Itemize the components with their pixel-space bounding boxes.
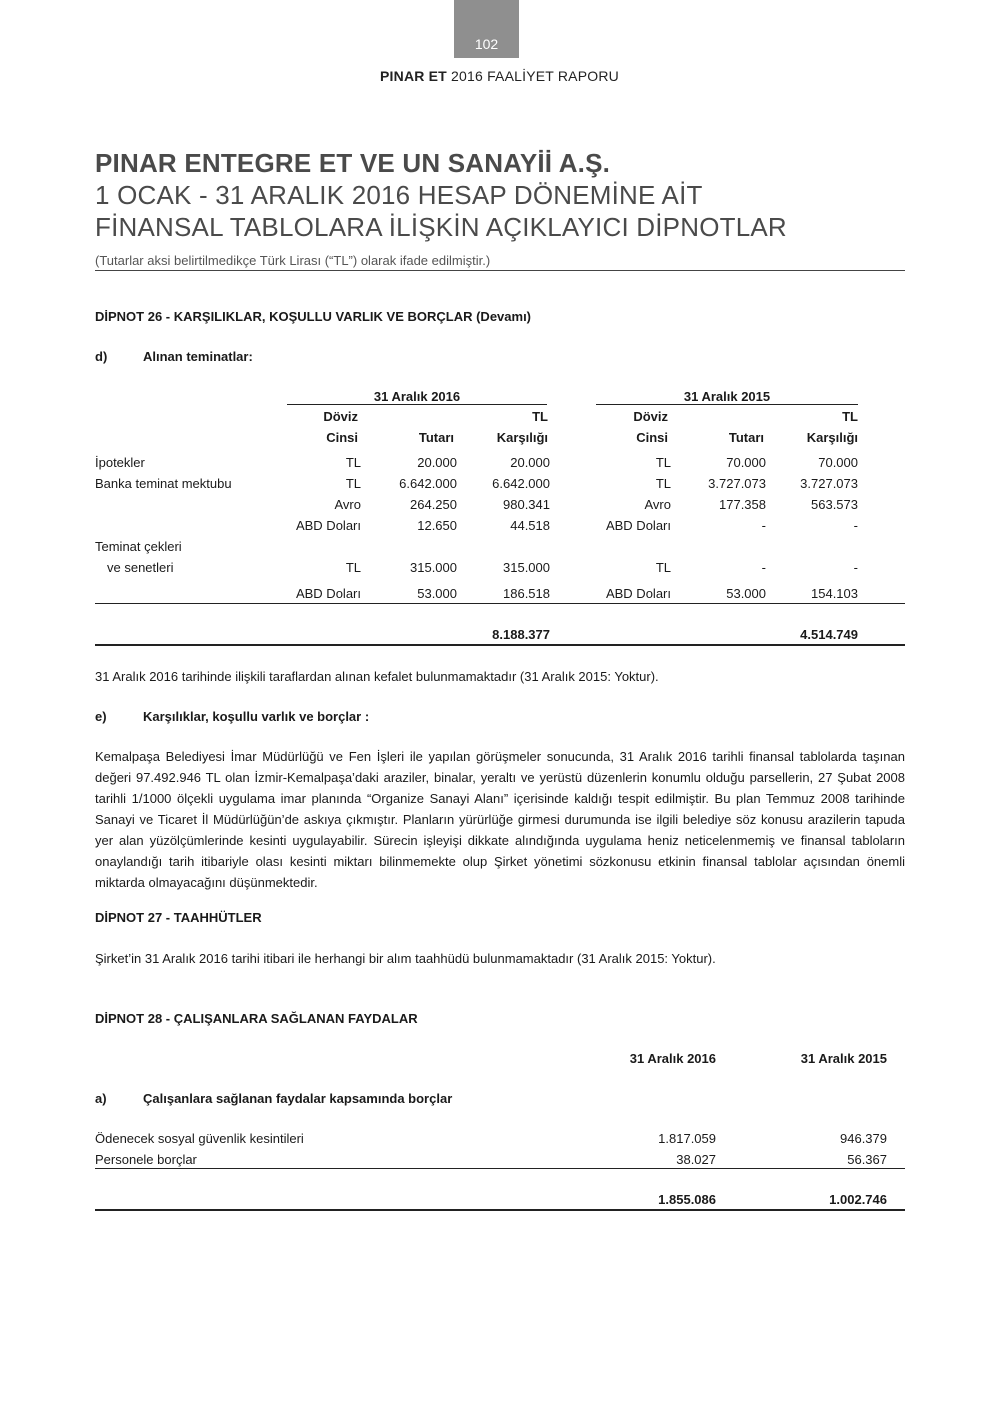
- benefits-row-2016: 1.817.059: [658, 1131, 716, 1146]
- row-amount-2015: 70.000: [726, 455, 766, 470]
- section-e-letter: e): [95, 709, 107, 724]
- note-27-paragraph: Şirket’in 31 Aralık 2016 tarihi itibari ile herhangi bir alım taahhüdü bulunmamaktadır (31 Aralık 2015: Yoktur).: [95, 951, 716, 966]
- row-currency-2016: ABD Doları: [295, 518, 361, 533]
- note-28-col-2015: 31 Aralık 2015: [800, 1051, 887, 1066]
- benefits-row-2016: 38.027: [676, 1152, 716, 1167]
- row-amount-2015: 53.000: [726, 586, 766, 601]
- currency-note: (Tutarlar aksi belirtilmedikçe Türk Lirası (“TL”) olarak ifade edilmiştir.): [95, 253, 491, 268]
- col-doviz-2016: Döviz: [323, 409, 358, 424]
- row-currency-2015: TL: [655, 476, 671, 491]
- section-e-title: Karşılıklar, koşullu varlık ve borçlar :: [143, 709, 370, 724]
- row-tl-2016: 44.518: [510, 518, 550, 533]
- col-doviz-2015: Döviz: [633, 409, 668, 424]
- section-a-title: Çalışanlara sağlanan faydalar kapsamında borçlar: [143, 1091, 453, 1106]
- row-currency-2015: ABD Doları: [605, 518, 671, 533]
- document-subtitle-2: FİNANSAL TABLOLARA İLİŞKİN AÇIKLAYICI DİPNOTLAR: [95, 212, 787, 242]
- row-label: Banka teminat mektubu: [95, 476, 232, 491]
- row-amount-2015: -: [761, 518, 766, 533]
- benefits-total-rule: [95, 1209, 905, 1211]
- row-currency-2016: TL: [345, 560, 361, 575]
- row-amount-2016: 53.000: [417, 586, 457, 601]
- row-currency-2016: Avro: [334, 497, 361, 512]
- col-cinsi-2016: Cinsi: [326, 430, 358, 445]
- row-currency-2016: ABD Doları: [295, 586, 361, 601]
- guarantees-table: [0, 0, 1000, 660]
- row-label: İpotekler: [95, 455, 145, 470]
- row-label: Teminat çekleri: [95, 539, 182, 554]
- row-currency-2015: TL: [655, 455, 671, 470]
- row-amount-2016: 264.250: [410, 497, 457, 512]
- row-amount-2016: 20.000: [417, 455, 457, 470]
- related-party-note: 31 Aralık 2016 tarihinde ilişkili taraflardan alınan kefalet bulunmamaktadır (31 Aralık 2015: Yoktur).: [95, 669, 659, 684]
- row-tl-2016: 980.341: [503, 497, 550, 512]
- col-tutari-2015: Tutarı: [728, 430, 764, 445]
- row-amount-2016: 315.000: [410, 560, 457, 575]
- row-tl-2016: 6.642.000: [492, 476, 550, 491]
- col-tutari-2016: Tutarı: [418, 430, 454, 445]
- benefits-rule: [95, 1168, 905, 1169]
- row-currency-2016: TL: [345, 476, 361, 491]
- row-currency-2015: TL: [655, 560, 671, 575]
- page-number: 102: [474, 36, 499, 52]
- note-26-heading: DİPNOT 26 - KARŞILIKLAR, KOŞULLU VARLIK VE BORÇLAR (Devamı): [95, 309, 532, 324]
- col-karsiligi-2016: Karşılığı: [496, 430, 548, 445]
- benefits-total-2016: 1.855.086: [658, 1192, 716, 1207]
- col-cinsi-2015: Cinsi: [636, 430, 668, 445]
- row-amount-2015: -: [761, 560, 766, 575]
- row-tl-2016: 20.000: [510, 455, 550, 470]
- row-amount-2016: 6.642.000: [399, 476, 457, 491]
- row-tl-2015: 3.727.073: [800, 476, 858, 491]
- row-amount-2015: 3.727.073: [708, 476, 766, 491]
- row-amount-2016: 12.650: [417, 518, 457, 533]
- row-label: ve senetleri: [107, 560, 174, 575]
- section-e-paragraph: Kemalpaşa Belediyesi İmar Müdürlüğü ve Fen İşleri ile yapılan görüşmeler sonucunda, 31 Aralık 2016 tarihli finansal tablolarda taşınan değeri 97.492.946 TL olan İzmir-Kemalpaşa’daki araziler, binalar, yeraltı ve yerüstü düzenlerin konumlu olduğu parsellerin, 27 Şubat 2008 tarihli 1/1000 ölçekli uygulama imar planında “Organize Sanayi Alanı” içerisinde kaldığı tespit edilmiştir. Bu plan Temmuz 2008 tarihinde Sanayi ve Ticaret İl Müdürlüğün’de askıya çıkmıştır. Planların yürürlüğe girmesi durumunda ise ilgili belediye söz konusu arazilerin tapuda yer alan yüzölçümlerinde kesinti uygulayabilir. Sürecin işleyişi dikkate alındığında uygulama heniz neticelenmemiş ve finansal tabloların onaylandığı tarih itibariyle olası kesinti miktarı bilinmemekte olup Şirket yönetimi sözkonusu etkinin finansal tablolar açısından önemli miktarda olmayacağını düşünmektedir.: [95, 749, 905, 890]
- row-tl-2015: -: [853, 518, 858, 533]
- report-brand: PINAR ET: [380, 68, 447, 84]
- col-karsiligi-2015: Karşılığı: [806, 430, 858, 445]
- benefits-row-label: Personele borçlar: [95, 1152, 197, 1167]
- row-currency-2015: ABD Doları: [605, 586, 671, 601]
- total-2016: 8.188.377: [492, 627, 550, 642]
- report-name: 2016 FAALİYET RAPORU: [451, 68, 619, 84]
- section-d-letter: d): [95, 349, 108, 364]
- row-tl-2015: 154.103: [811, 586, 858, 601]
- note-28-heading: DİPNOT 28 - ÇALIŞANLARA SAĞLANAN FAYDALAR: [95, 1011, 418, 1026]
- section-d-title: Alınan teminatlar:: [143, 349, 253, 364]
- period-2016-underline: [287, 404, 547, 405]
- col-tl-2016: TL: [532, 409, 548, 424]
- row-currency-2015: Avro: [644, 497, 671, 512]
- total-2015: 4.514.749: [800, 627, 858, 642]
- section-a-letter: a): [95, 1091, 107, 1106]
- row-tl-2015: 563.573: [811, 497, 858, 512]
- company-name: PINAR ENTEGRE ET VE UN SANAYİİ A.Ş.: [95, 148, 611, 178]
- note-27-heading: DİPNOT 27 - TAAHHÜTLER: [95, 910, 262, 925]
- row-tl-2016: 186.518: [503, 586, 550, 601]
- period-2016-header: 31 Aralık 2016: [373, 389, 461, 404]
- row-currency-2016: TL: [345, 455, 361, 470]
- benefits-row-2015: 946.379: [840, 1131, 887, 1146]
- row-tl-2016: 315.000: [503, 560, 550, 575]
- period-2015-header: 31 Aralık 2015: [683, 389, 771, 404]
- note-28-col-2016: 31 Aralık 2016: [629, 1051, 716, 1066]
- table-total-rule: [95, 644, 905, 646]
- row-tl-2015: 70.000: [818, 455, 858, 470]
- benefits-row-2015: 56.367: [847, 1152, 887, 1167]
- document-subtitle-1: 1 OCAK - 31 ARALIK 2016 HESAP DÖNEMİNE AİT: [95, 180, 703, 210]
- col-tl-2015: TL: [842, 409, 858, 424]
- benefits-row-label: Ödenecek sosyal güvenlik kesintileri: [95, 1131, 304, 1146]
- benefits-total-2015: 1.002.746: [829, 1192, 887, 1207]
- table-rule: [95, 603, 905, 604]
- row-amount-2015: 177.358: [719, 497, 766, 512]
- row-tl-2015: -: [853, 560, 858, 575]
- period-2015-underline: [596, 404, 858, 405]
